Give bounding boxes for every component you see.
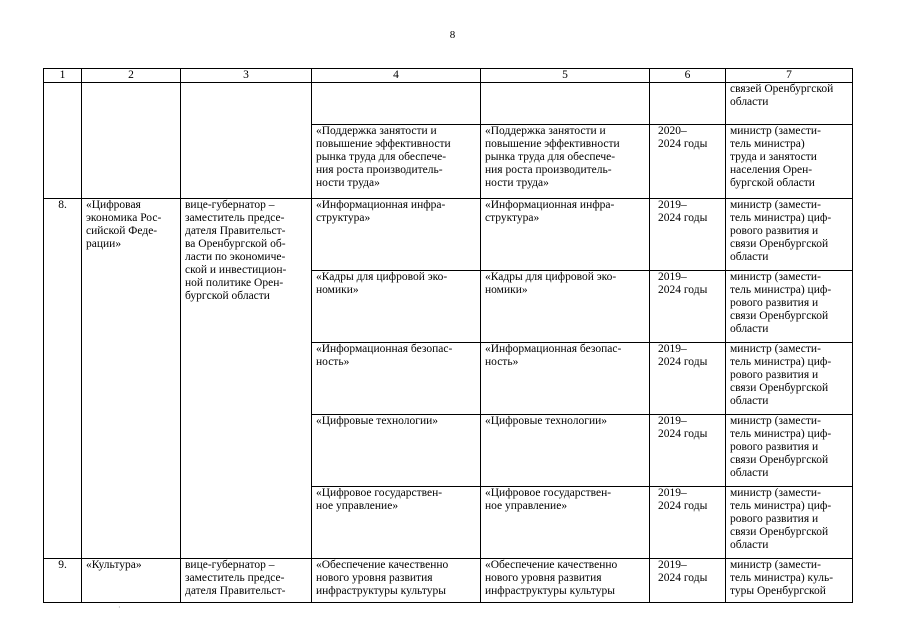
text-line: номики»: [316, 284, 359, 296]
text-line: заместитель предсе-: [185, 572, 285, 584]
text-line: «Поддержка занятости и: [485, 125, 606, 137]
period-cell: [650, 199, 726, 271]
text-line: ния роста производитель-: [316, 164, 443, 176]
regional-project-cell: [481, 271, 650, 343]
text-line: тель министра) циф-: [730, 356, 832, 368]
text-line: тель министра) циф-: [730, 428, 832, 440]
period-cell: [650, 125, 726, 199]
text-line: ность»: [316, 356, 350, 368]
text-line: инфраструктуры культуры: [485, 585, 615, 597]
text-line: министр (замести-: [730, 559, 821, 571]
text-line: «Цифровое государствен-: [316, 487, 443, 499]
period-cell: [650, 487, 726, 559]
table-row: [44, 83, 853, 125]
page-number: 8: [449, 29, 456, 41]
text-line: министр (замести-: [730, 343, 821, 355]
period-cell: [650, 343, 726, 415]
text-line: ской и инвестицион-: [185, 264, 287, 276]
responsible-line: области: [730, 96, 769, 108]
curator-cell: [181, 559, 312, 603]
text-line: «Цифровые технологии»: [485, 415, 608, 427]
responsible-cell: [726, 83, 853, 125]
text-line: рынка труда для обеспече-: [316, 151, 447, 163]
text-line: труда и занятости: [730, 151, 817, 163]
federal-project-cell: [312, 199, 481, 271]
responsible-line: связей Оренбургской: [730, 83, 834, 95]
period-cell: [650, 559, 726, 603]
text-line: инфраструктуры культуры: [316, 585, 446, 597]
text-line: рового развития и: [730, 513, 819, 525]
text-line: «Культура»: [86, 559, 142, 571]
regional-project-cell: [481, 487, 650, 559]
text-line: тель министра): [730, 138, 805, 150]
period-cell: [650, 271, 726, 343]
text-line: номики»: [485, 284, 528, 296]
text-line: «Обеспечение качественно: [485, 559, 618, 571]
responsible-cell: [726, 199, 853, 271]
text-line: повышение эффективности: [316, 138, 451, 150]
text-line: связи Оренбургской: [730, 382, 829, 394]
curator-cell: [181, 83, 312, 199]
text-line: структура»: [485, 212, 540, 224]
responsible-cell: [726, 487, 853, 559]
text-line: тель министра) циф-: [730, 212, 832, 224]
text-line: «Обеспечение качественно: [316, 559, 449, 571]
text-line: туры Оренбургской: [730, 585, 826, 597]
text-line: «Цифровое государствен-: [485, 487, 612, 499]
text-line: рового развития и: [730, 225, 819, 237]
period-cell: [650, 415, 726, 487]
text-line: 2019–: [658, 415, 687, 427]
federal-project-cell: [312, 415, 481, 487]
text-line: «Информационная безопас-: [316, 343, 453, 355]
text-line: министр (замести-: [730, 487, 821, 499]
text-line: министр (замести-: [730, 415, 821, 427]
text-line: «Информационная инфра-: [316, 199, 446, 211]
text-line: «Информационная инфра-: [485, 199, 615, 211]
table-row: [44, 559, 853, 603]
text-line: 2024 годы: [658, 428, 708, 440]
text-line: рового развития и: [730, 441, 819, 453]
text-line: тель министра) циф-: [730, 284, 832, 296]
text-line: области: [730, 395, 769, 407]
period-cell: [650, 83, 726, 125]
responsible-cell: [726, 343, 853, 415]
column-number: 4: [312, 69, 481, 83]
text-line: «Кадры для цифровой эко-: [485, 271, 617, 283]
responsible-cell: [726, 125, 853, 199]
text-line: нового уровня развития: [485, 572, 602, 584]
text-line: бургской области: [185, 290, 270, 302]
national-project-cell: [82, 559, 181, 603]
text-line: рации»: [86, 238, 122, 250]
text-line: ности труда»: [316, 177, 380, 189]
text-line: 2019–: [658, 199, 687, 211]
text-line: структура»: [316, 212, 371, 224]
column-number: 6: [650, 69, 726, 83]
text-line: министр (замести-: [730, 199, 821, 211]
text-line: ное управление»: [485, 500, 568, 512]
text-line: нового уровня развития: [316, 572, 433, 584]
text-line: тель министра) циф-: [730, 500, 832, 512]
text-line: рынка труда для обеспече-: [485, 151, 616, 163]
text-line: министр (замести-: [730, 125, 821, 137]
text-line: 2019–: [658, 271, 687, 283]
text-line: дателя Правительст-: [185, 585, 286, 597]
column-number: 3: [181, 69, 312, 83]
text-line: ность»: [485, 356, 519, 368]
text-line: вице-губернатор –: [185, 199, 275, 211]
row-number-cell: 8.: [44, 199, 82, 559]
regional-project-cell: [481, 83, 650, 125]
projects-table: [43, 68, 853, 603]
text-line: дателя Правительст-: [185, 225, 286, 237]
responsible-cell: [726, 271, 853, 343]
curator-cell: [181, 199, 312, 559]
text-line: рового развития и: [730, 369, 819, 381]
text-line: 2020–: [658, 125, 687, 137]
responsible-cell: [726, 415, 853, 487]
regional-project-cell: [481, 125, 650, 199]
row-number-cell: 9.: [44, 559, 82, 603]
text-line: области: [730, 539, 769, 551]
text-line: 2019–: [658, 343, 687, 355]
column-number: 1: [44, 69, 82, 83]
text-line: тель министра) куль-: [730, 572, 834, 584]
text-line: 2024 годы: [658, 212, 708, 224]
responsible-cell: [726, 559, 853, 603]
federal-project-cell: [312, 559, 481, 603]
text-line: 2024 годы: [658, 284, 708, 296]
text-line: «Цифровая: [86, 199, 141, 211]
text-line: экономика Рос-: [86, 212, 162, 224]
federal-project-cell: [312, 125, 481, 199]
national-project-cell: [82, 199, 181, 559]
regional-project-cell: [481, 559, 650, 603]
column-number: 2: [82, 69, 181, 83]
table-row: [44, 199, 853, 271]
text-line: «Кадры для цифровой эко-: [316, 271, 448, 283]
text-line: области: [730, 251, 769, 263]
text-line: связи Оренбургской: [730, 526, 829, 538]
text-line: заместитель предсе-: [185, 212, 285, 224]
text-line: «Информационная безопас-: [485, 343, 622, 355]
text-line: 2019–: [658, 559, 687, 571]
text-line: «Цифровые технологии»: [316, 415, 439, 427]
text-line: 2024 годы: [658, 356, 708, 368]
text-line: повышение эффективности: [485, 138, 620, 150]
text-line: населения Орен-: [730, 164, 813, 176]
text-line: рового развития и: [730, 297, 819, 309]
text-line: связи Оренбургской: [730, 454, 829, 466]
column-number: 5: [481, 69, 650, 83]
federal-project-cell: [312, 83, 481, 125]
regional-project-cell: [481, 343, 650, 415]
text-line: 2024 годы: [658, 138, 708, 150]
regional-project-cell: [481, 415, 650, 487]
row-number-cell: [44, 83, 82, 199]
column-number-row: [44, 69, 853, 83]
text-line: ния роста производитель-: [485, 164, 612, 176]
federal-project-cell: [312, 487, 481, 559]
national-project-cell: [82, 83, 181, 199]
text-line: связи Оренбургской: [730, 310, 829, 322]
text-line: сийской Феде-: [86, 225, 158, 237]
text-line: области: [730, 467, 769, 479]
text-line: «Поддержка занятости и: [316, 125, 437, 137]
text-line: министр (замести-: [730, 271, 821, 283]
text-line: ной политике Орен-: [185, 277, 284, 289]
text-line: области: [730, 323, 769, 335]
text-line: ласти по экономиче-: [185, 251, 286, 263]
federal-project-cell: [312, 343, 481, 415]
text-line: бургской области: [730, 177, 815, 189]
text-line: ное управление»: [316, 500, 399, 512]
column-number: 7: [726, 69, 853, 83]
regional-project-cell: [481, 199, 650, 271]
scan-artifact: ·: [118, 603, 121, 612]
text-line: ности труда»: [485, 177, 549, 189]
text-line: 2024 годы: [658, 572, 708, 584]
text-line: вице-губернатор –: [185, 559, 275, 571]
federal-project-cell: [312, 271, 481, 343]
text-line: связи Оренбургской: [730, 238, 829, 250]
text-line: 2019–: [658, 487, 687, 499]
text-line: 2024 годы: [658, 500, 708, 512]
text-line: ва Оренбургской об-: [185, 238, 286, 250]
